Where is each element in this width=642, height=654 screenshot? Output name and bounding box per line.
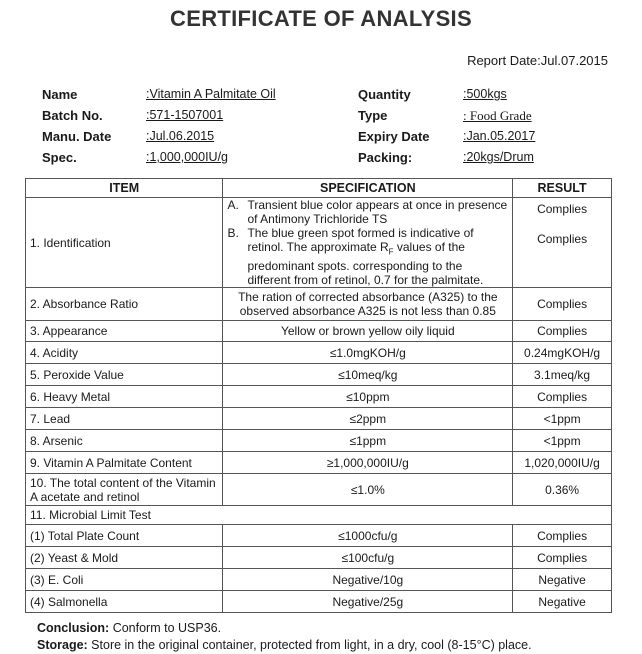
quantity-value: :500kgs	[463, 87, 507, 101]
result-a: Complies	[537, 202, 588, 216]
header-specification: SPECIFICATION	[223, 179, 513, 198]
row-result: Negative	[513, 591, 612, 613]
row-spec: Negative/25g	[223, 591, 513, 613]
type-value: : Food Grade	[463, 108, 532, 123]
table-row	[26, 198, 612, 288]
row-spec: ≤10ppm	[223, 386, 513, 408]
analysis-table	[25, 178, 612, 613]
row-item: (3) E. Coli	[26, 569, 223, 591]
table-row	[26, 474, 612, 506]
spec-item-a: A. Transient blue color appears at once in presence of Antimony Trichloride TS	[227, 198, 508, 226]
microbial-header-row	[26, 506, 612, 525]
row-item: (4) Salmonella	[26, 591, 223, 613]
row-result: 3.1meq/kg	[513, 364, 612, 386]
table-header-row	[26, 179, 612, 198]
row-item: 5. Peroxide Value	[26, 364, 223, 386]
table-row	[26, 547, 612, 569]
conclusion	[37, 621, 221, 635]
conclusion-label: Conclusion:	[37, 621, 110, 635]
row-item: 10. The total content of the Vitamin A acetate and retinol	[26, 474, 223, 506]
row-result: 0.24mgKOH/g	[513, 342, 612, 364]
row-spec: ≥1,000,000IU/g	[223, 452, 513, 474]
row-spec: The ration of corrected absorbance (A325) to the observed absorbance A325 is not less than 0.85	[223, 288, 513, 321]
row-spec: Yellow or brown yellow oily liquid	[223, 321, 513, 342]
row-item: 4. Acidity	[26, 342, 223, 364]
name-label: Name	[42, 87, 78, 102]
row-result: Complies	[513, 547, 612, 569]
conclusion-text: Conform to USP36.	[109, 621, 222, 635]
row-result: 0.36%	[513, 474, 612, 506]
table-row	[26, 364, 612, 386]
table-row	[26, 386, 612, 408]
table-row	[26, 321, 612, 342]
row-item: 7. Lead	[26, 408, 223, 430]
batch-label: Batch No.	[42, 108, 103, 123]
row-spec: ≤1000cfu/g	[223, 525, 513, 547]
row-result: Complies	[513, 386, 612, 408]
row-spec: ≤1ppm	[223, 430, 513, 452]
packing-label: Packing:	[358, 150, 413, 165]
header-item: ITEM	[26, 179, 223, 198]
type-label: Type	[358, 108, 388, 123]
storage-text: Store in the original container, protected from light, in a dry, cool (8-15°C) place.	[87, 638, 532, 652]
row-result: 1,020,000IU/g	[513, 452, 612, 474]
result-b: Complies	[537, 232, 588, 246]
row-result	[513, 198, 612, 288]
row-item: 6. Heavy Metal	[26, 386, 223, 408]
spec-item-b: B. The blue green spot formed is indicative of retinol. The approximate $R_F$ values of the predominant spots. corresponding to the different from of retinol, 0.7 for the palmitate.	[227, 226, 484, 288]
row-result: <1ppm	[513, 408, 612, 430]
name-value: :Vitamin A Palmitate Oil	[146, 87, 276, 101]
document-title: CERTIFICATE OF ANALYSIS	[170, 6, 472, 31]
row-result: Complies	[513, 321, 612, 342]
report-date: Report Date:Jul.07.2015	[467, 53, 608, 68]
row-spec: ≤1.0mgKOH/g	[223, 342, 513, 364]
row-spec: Negative/10g	[223, 569, 513, 591]
row-item: 8. Arsenic	[26, 430, 223, 452]
packing-value: :20kgs/Drum	[463, 150, 534, 164]
row-spec: ≤10meq/kg	[223, 364, 513, 386]
quantity-label: Quantity	[358, 87, 411, 102]
row-item: (2) Yeast & Mold	[26, 547, 223, 569]
expiry-date-value: :Jan.05.2017	[463, 129, 536, 143]
row-item: 1. Identification	[26, 198, 223, 288]
row-spec: ≤2ppm	[223, 408, 513, 430]
row-spec: ≤100cfu/g	[223, 547, 513, 569]
table-row	[26, 342, 612, 364]
row-spec	[223, 198, 513, 288]
table-row	[26, 569, 612, 591]
row-result: Complies	[513, 288, 612, 321]
row-item: 2. Absorbance Ratio	[26, 288, 223, 321]
row-result: Complies	[513, 525, 612, 547]
table-row	[26, 288, 612, 321]
table-row	[26, 525, 612, 547]
table-row	[26, 430, 612, 452]
row-item: 3. Appearance	[26, 321, 223, 342]
spec-label: Spec.	[42, 150, 77, 165]
row-item: (1) Total Plate Count	[26, 525, 223, 547]
storage-label: Storage:	[37, 638, 88, 652]
batch-value: :571-1507001	[146, 108, 224, 122]
row-result: <1ppm	[513, 430, 612, 452]
row-item: 9. Vitamin A Palmitate Content	[26, 452, 223, 474]
row-spec: ≤1.0%	[223, 474, 513, 506]
row-result: Negative	[513, 569, 612, 591]
storage	[37, 638, 532, 652]
table-row	[26, 408, 612, 430]
microbial-header: 11. Microbial Limit Test	[26, 506, 612, 525]
manu-date-label: Manu. Date	[42, 129, 112, 144]
expiry-date-label: Expiry Date	[358, 129, 430, 144]
header-result: RESULT	[513, 179, 612, 198]
spec-value: :1,000,000IU/g	[146, 150, 229, 164]
table-row	[26, 452, 612, 474]
manu-date-value: :Jul.06.2015	[146, 129, 215, 143]
table-row	[26, 591, 612, 613]
